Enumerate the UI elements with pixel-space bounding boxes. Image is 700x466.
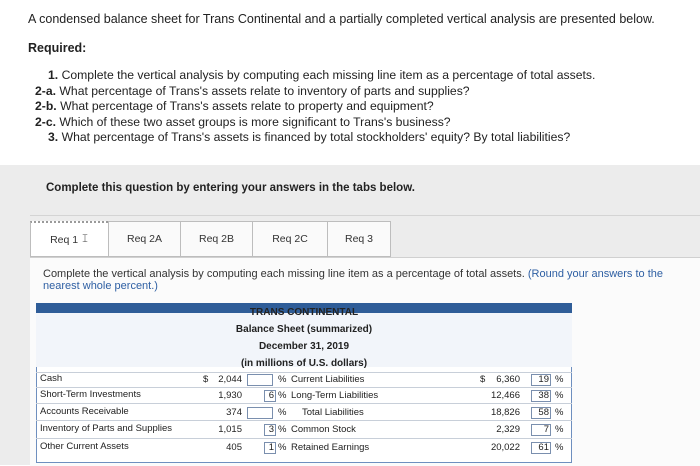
problem-intro: A condensed balance sheet for Trans Continental and a partially completed vertical analysis are presented below. <box>28 12 655 26</box>
row-divider <box>36 420 572 421</box>
cash-percent-input[interactable] <box>247 374 273 386</box>
question-1: 1. Complete the vertical analysis by computing each missing line item as a percentage of total assets. <box>48 68 596 82</box>
asset-amount: 405 <box>226 442 242 453</box>
divider <box>30 215 700 216</box>
equity-amount: 20,022 <box>490 442 520 453</box>
liability-label: Current Liabilities <box>291 374 365 385</box>
tab-req-2b[interactable]: Req 2B <box>180 221 252 257</box>
percent-sign: % <box>555 374 564 385</box>
row-divider <box>36 372 572 373</box>
asset-label: Inventory of Parts and Supplies <box>40 423 173 434</box>
company-name: TRANS CONTINENTAL <box>249 307 359 318</box>
sheet-units: (in millions of U.S. dollars) <box>240 358 368 369</box>
dollar-sign: $ <box>203 374 209 385</box>
row-divider <box>36 387 572 388</box>
equity-label: Common Stock <box>291 424 356 435</box>
current-liabilities-percent-input[interactable]: 19 <box>531 374 551 386</box>
percent-sign: % <box>555 407 564 418</box>
question-2a: 2-a. What percentage of Trans's assets relate to inventory of parts and supplies? <box>35 83 470 98</box>
asset-amount: 1,930 <box>218 390 242 401</box>
question-3: 3. What percentage of Trans's assets is financed by total stockholders' equity? By total liabilities? <box>48 130 571 144</box>
percent-sign: % <box>555 390 564 401</box>
liability-label: Long-Term Liabilities <box>291 390 379 401</box>
total-liabilities-percent-input[interactable]: 58 <box>531 407 551 419</box>
accounts-receivable-percent-input[interactable] <box>247 407 273 419</box>
sheet-date: December 31, 2019 <box>258 341 350 352</box>
percent-sign: % <box>278 390 287 401</box>
other-current-assets-percent-input[interactable]: 1 <box>264 442 276 454</box>
percent-sign: % <box>278 442 287 453</box>
rounding-note: (Round your answers to the nearest whole percent.) <box>43 268 664 292</box>
question-list <box>28 68 595 146</box>
short-term-investments-percent-input[interactable]: 6 <box>264 390 276 402</box>
common-stock-percent-input[interactable]: 7 <box>531 424 551 436</box>
question-2b: 2-b. What percentage of Trans's assets relate to property and equipment? <box>35 99 434 113</box>
question-2c: 2-c. Which of these two asset groups is more significant to Trans's business? <box>35 114 451 129</box>
dollar-sign: $ <box>480 374 486 385</box>
retained-earnings-percent-input[interactable]: 61 <box>531 442 551 454</box>
equity-label: Retained Earnings <box>291 442 370 453</box>
text-cursor-icon: 𝙸 <box>81 233 89 245</box>
equity-amount: 2,329 <box>496 424 520 435</box>
asset-label: Other Current Assets <box>40 441 129 452</box>
req-tabs <box>30 221 391 257</box>
long-term-liabilities-percent-input[interactable]: 38 <box>531 390 551 402</box>
percent-sign: % <box>555 424 564 435</box>
tab-req-2a[interactable]: Req 2A <box>108 221 180 257</box>
percent-sign: % <box>278 374 287 385</box>
complete-banner: Complete this question by entering your answers in the tabs below. <box>46 182 415 194</box>
percent-sign: % <box>278 407 287 418</box>
asset-label: Short-Term Investments <box>40 389 141 400</box>
percent-sign: % <box>555 442 564 453</box>
asset-label: Cash <box>40 373 63 384</box>
tab-req-2c[interactable]: Req 2C <box>252 221 327 257</box>
tab-req-3[interactable]: Req 3 <box>327 221 391 257</box>
tab-req-1[interactable]: Req 1 𝙸 <box>30 221 108 257</box>
asset-label: Accounts Receivable <box>40 406 129 417</box>
asset-amount: 1,015 <box>218 424 242 435</box>
instruction-text: Complete the vertical analysis by computing each missing line item as a percentage of total assets. (Round your answers to the nearest whole percent.) <box>43 268 664 292</box>
liability-amount: 18,826 <box>490 407 520 418</box>
row-divider <box>36 403 572 404</box>
sheet-title: Balance Sheet (summarized) <box>235 324 373 335</box>
liability-amount: 12,466 <box>490 390 520 401</box>
liability-label: Total Liabilities <box>302 407 364 418</box>
liability-amount: 6,360 <box>496 374 520 385</box>
inventory-percent-input[interactable]: 3 <box>264 424 276 436</box>
asset-amount: 374 <box>226 407 242 418</box>
required-heading: Required: <box>28 41 87 55</box>
row-divider <box>36 438 572 439</box>
asset-amount: 2,044 <box>218 374 242 385</box>
percent-sign: % <box>278 424 287 435</box>
